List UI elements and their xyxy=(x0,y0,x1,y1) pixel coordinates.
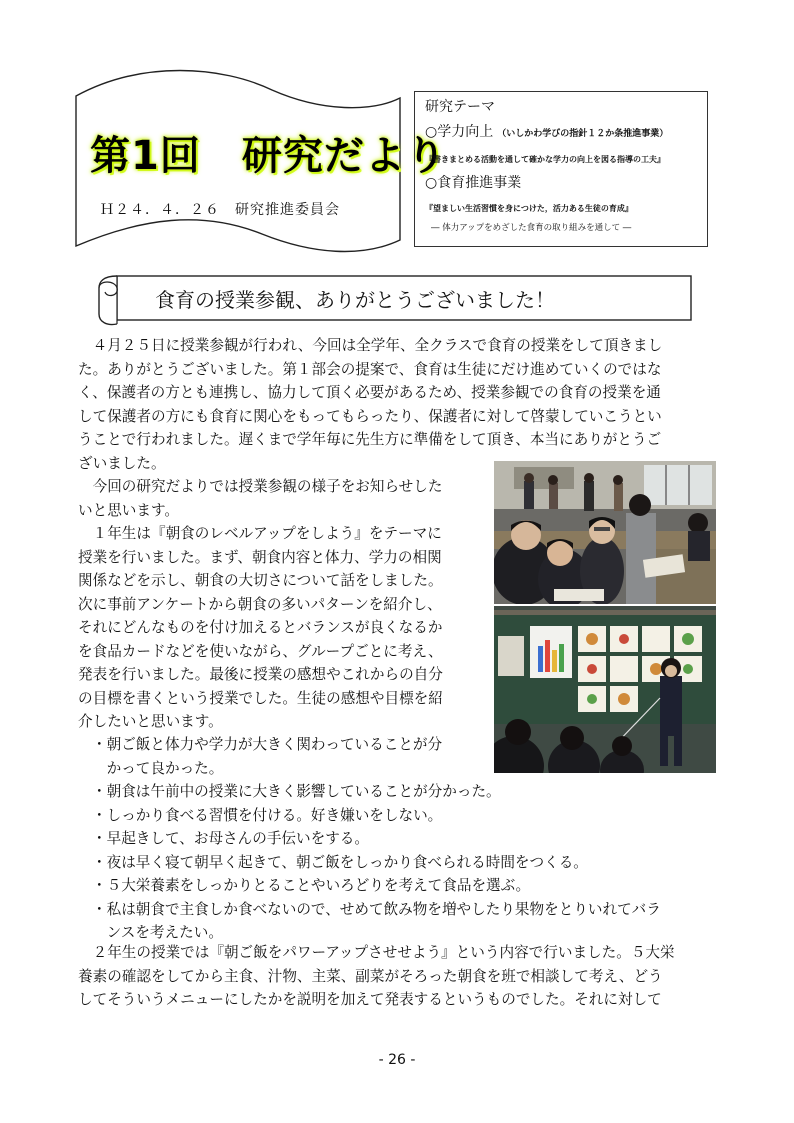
intro-paragraph xyxy=(78,334,662,475)
theme-item1-sub: （いしかわ学びの指針１２か条推進事業） xyxy=(497,129,669,139)
theme-item2-description: 『望ましい生活習慣を身につけた，活力ある生徒の育成』 xyxy=(425,204,633,213)
text-line: うことで行われました。遅くまで学年毎に先生方に準備をして頂き、本当にありがとうご xyxy=(78,431,662,448)
list-item: ・朝ご飯と体力や学力が大きく関わっていることが分 xyxy=(92,736,443,753)
text-line: 授業を行いました。まず、朝食内容と体力、学力の相関 xyxy=(78,548,442,566)
classroom-photo-group-work xyxy=(494,461,716,604)
list-item: ・夜は早く寝て朝早く起きて、朝ご飯をしっかり食べられる時間をつくる。 xyxy=(92,853,588,871)
theme-item1-label: ○学力向上 xyxy=(425,124,494,140)
list-item: ンスを考えたい。 xyxy=(92,924,223,941)
header-banner xyxy=(72,68,447,268)
text-line: の目標を書くという授業でした。生徒の感想や目標を紹 xyxy=(78,689,443,707)
text-line: いと思います。 xyxy=(78,501,179,519)
text-line: ４月２５日に授業参観が行われ、今回は全学年、全クラスで食育の授業をして頂きまし xyxy=(78,337,663,354)
text-line: 今回の研究だよりでは授業参観の様子をお知らせした xyxy=(78,478,443,495)
theme-heading: 研究テーマ xyxy=(425,99,495,115)
text-line: 関係などを示し、朝食の大切さについて話をしました。 xyxy=(78,572,443,589)
theme-item-academic xyxy=(425,121,668,141)
text-line: １年生は『朝食のレベルアップをしよう』をテーマに xyxy=(78,525,442,542)
theme-item1-description: 『書きまとめる活動を通して確かな学力の向上を図る指導の工夫』 xyxy=(425,155,665,164)
page-number: - 26 - xyxy=(378,1052,416,1068)
text-line: して保護者の方にも食育に関心をもってもらったり、保護者に対して啓蒙していこうとい xyxy=(78,407,662,425)
second-grade-paragraph xyxy=(78,941,675,1012)
list-item: ・早起きして、お母さんの手伝いをする。 xyxy=(92,830,369,847)
text-line: 介したいと思います。 xyxy=(78,713,223,730)
text-line: 発表を行いました。最後に授業の感想やこれからの自分 xyxy=(78,666,443,683)
text-line: それにどんなものを付け加えるとバランスが良くなるか xyxy=(78,619,443,636)
list-item: ・私は朝食で主食しか食べないので、せめて飲み物を増やしたり果物をとりいれてバラ xyxy=(92,900,661,918)
text-line: してそういうメニューにしたかを説明を加えて発表するというものでした。それに対して xyxy=(78,991,662,1008)
list-item: ・５大栄養素をしっかりとることやいろどりを考えて食品を選ぶ。 xyxy=(92,877,531,894)
text-line: た。ありがとうございました。第１部会の提案で、食育は生徒にだけ進めていくのではな xyxy=(78,360,662,378)
text-line: ざいました。 xyxy=(78,454,166,472)
newsletter-title: 第1回 研究だより xyxy=(90,133,447,179)
theme-item-food-education: ○食育推進事業 xyxy=(425,175,522,191)
theme-item2-subtitle: ― 体力アップをめざした食育の取り組みを通して ― xyxy=(431,223,632,233)
text-line: 次に事前アンケートから朝食の多いパターンを紹介し、 xyxy=(78,595,442,613)
list-item: ・朝食は午前中の授業に大きく影響していることが分かった。 xyxy=(92,783,501,800)
text-line: く、保護者の方とも連携し、協力して頂く必要があるため、授業参観での食育の授業を通 xyxy=(78,384,661,401)
research-theme-box xyxy=(414,91,708,247)
list-item: かって良かった。 xyxy=(92,759,224,777)
section-heading-scroll xyxy=(95,270,695,326)
text-line: 養素の確認をしてから主食、汁物、主菜、副菜がそろった朝食を班で相談して考え、どう xyxy=(78,967,663,985)
list-item: ・しっかり食べる習慣を付ける。好き嫌いをしない。 xyxy=(92,806,443,824)
text-line: を食品カードなどを使いながら、グループごとに考え、 xyxy=(78,642,443,660)
section-heading: 食育の授業参観、ありがとうございました！ xyxy=(155,288,555,312)
issue-date-committee: Ｈ２４．４．２６ 研究推進委員会 xyxy=(100,202,340,218)
first-grade-paragraph xyxy=(78,475,443,734)
classroom-photo-presentation xyxy=(494,606,716,773)
text-line: ２年生の授業では『朝ご飯をパワーアップさせせよう』という内容で行いました。５大栄 xyxy=(78,944,675,961)
